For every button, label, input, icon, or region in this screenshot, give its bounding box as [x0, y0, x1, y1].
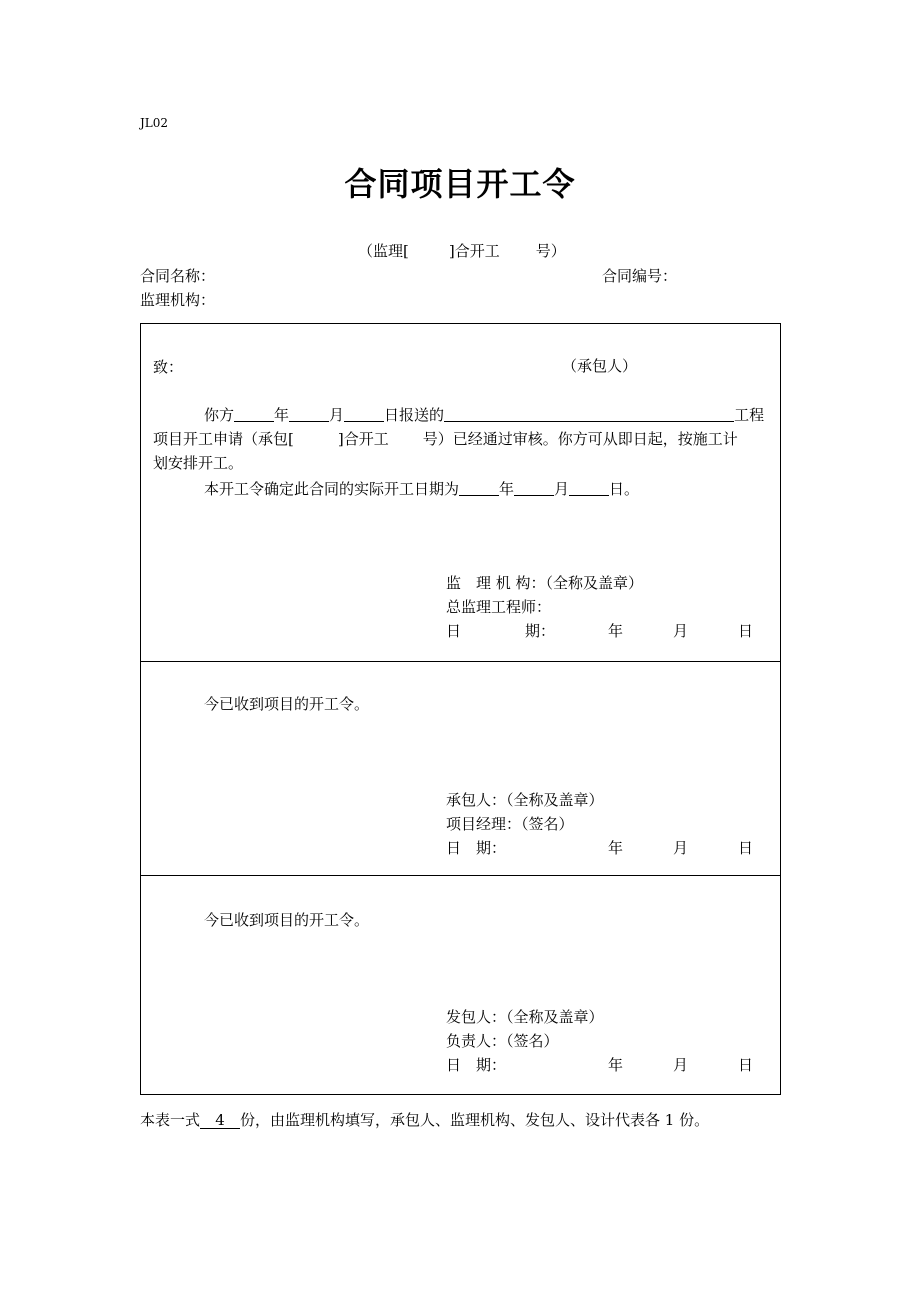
date-label-3: 日 期： [446, 1056, 507, 1074]
sign-party-3: 发包人：（全称及盖章） [446, 1008, 604, 1026]
number-close: 号） [535, 242, 566, 260]
sign-manager-2: 项目经理：（签名） [446, 815, 574, 833]
date-label-2: 日 期： [446, 839, 507, 857]
to-label: 致： [153, 358, 184, 376]
para1-line2 [153, 432, 738, 447]
para2-text: 本开工令确定此合同的实际开工日期为 [204, 480, 460, 498]
para1-day-submitted: 日报送的 [384, 406, 445, 424]
page-title: 合同项目开工令 [344, 165, 576, 203]
footer-suffix: 份，由监理机构填写，承包人、监理机构、发包人、设计代表各 1 份。 [240, 1111, 710, 1129]
start-month-blank[interactable] [514, 481, 554, 496]
para1-line3: 划安排开工。 [153, 454, 244, 472]
para2-line [204, 481, 639, 497]
para1-year: 年 [274, 406, 290, 424]
section-divider-2 [140, 875, 781, 876]
date-label-1b: 期： [525, 622, 556, 640]
date-year-1: 年 [608, 622, 624, 640]
project-name-blank[interactable] [444, 407, 734, 422]
received-text-2: 今已收到项目的开工令。 [204, 695, 370, 713]
para2-month: 月 [554, 480, 570, 498]
section-divider-1 [140, 661, 781, 662]
number-open: （监理[ [358, 242, 409, 260]
footer-prefix: 本表一式 [140, 1111, 201, 1129]
date-year-3: 年 [608, 1056, 624, 1074]
date-month-1: 月 [673, 622, 689, 640]
supervisor-org-label: 监理机构： [140, 291, 216, 309]
document-number-line [358, 244, 566, 259]
para1-you: 你方 [204, 406, 235, 424]
para1-line2-b: ]合开工 [337, 430, 389, 448]
day-blank[interactable] [344, 407, 384, 422]
sign-org-1: 监 理 机 构：（全称及盖章） [446, 574, 644, 592]
para1-line1 [204, 407, 764, 423]
para2-day: 日。 [609, 480, 640, 498]
sign-party-2: 承包人：（全称及盖章） [446, 791, 604, 809]
form-code: JL02 [140, 116, 169, 130]
para1-line2-a: 项目开工申请（承包[ [153, 430, 294, 448]
footer-note [140, 1113, 709, 1129]
contract-name-label: 合同名称： [140, 267, 216, 285]
para1-line2-c: 号）已经通过审核。你方可从即日起，按施工计 [422, 430, 738, 448]
para1-project: 工程 [734, 406, 765, 424]
sign-engineer: 总监理工程师： [446, 598, 552, 616]
year-blank[interactable] [234, 407, 274, 422]
date-year-2: 年 [608, 839, 624, 857]
sign-manager-3: 负责人：（签名） [446, 1032, 559, 1050]
received-text-3: 今已收到项目的开工令。 [204, 911, 370, 929]
contractor-hint: （承包人） [562, 357, 638, 375]
para2-year: 年 [499, 480, 515, 498]
contract-no-label: 合同编号： [602, 267, 678, 285]
date-month-3: 月 [673, 1056, 689, 1074]
date-day-1: 日 [738, 622, 754, 640]
start-day-blank[interactable] [569, 481, 609, 496]
number-mid: ]合开工 [448, 242, 500, 260]
date-month-2: 月 [673, 839, 689, 857]
start-year-blank[interactable] [459, 481, 499, 496]
date-day-2: 日 [738, 839, 754, 857]
date-label-1a: 日 [446, 622, 462, 640]
date-day-3: 日 [738, 1056, 754, 1074]
para1-month: 月 [329, 406, 345, 424]
month-blank[interactable] [289, 407, 329, 422]
copies-count: 4 [200, 1113, 240, 1129]
